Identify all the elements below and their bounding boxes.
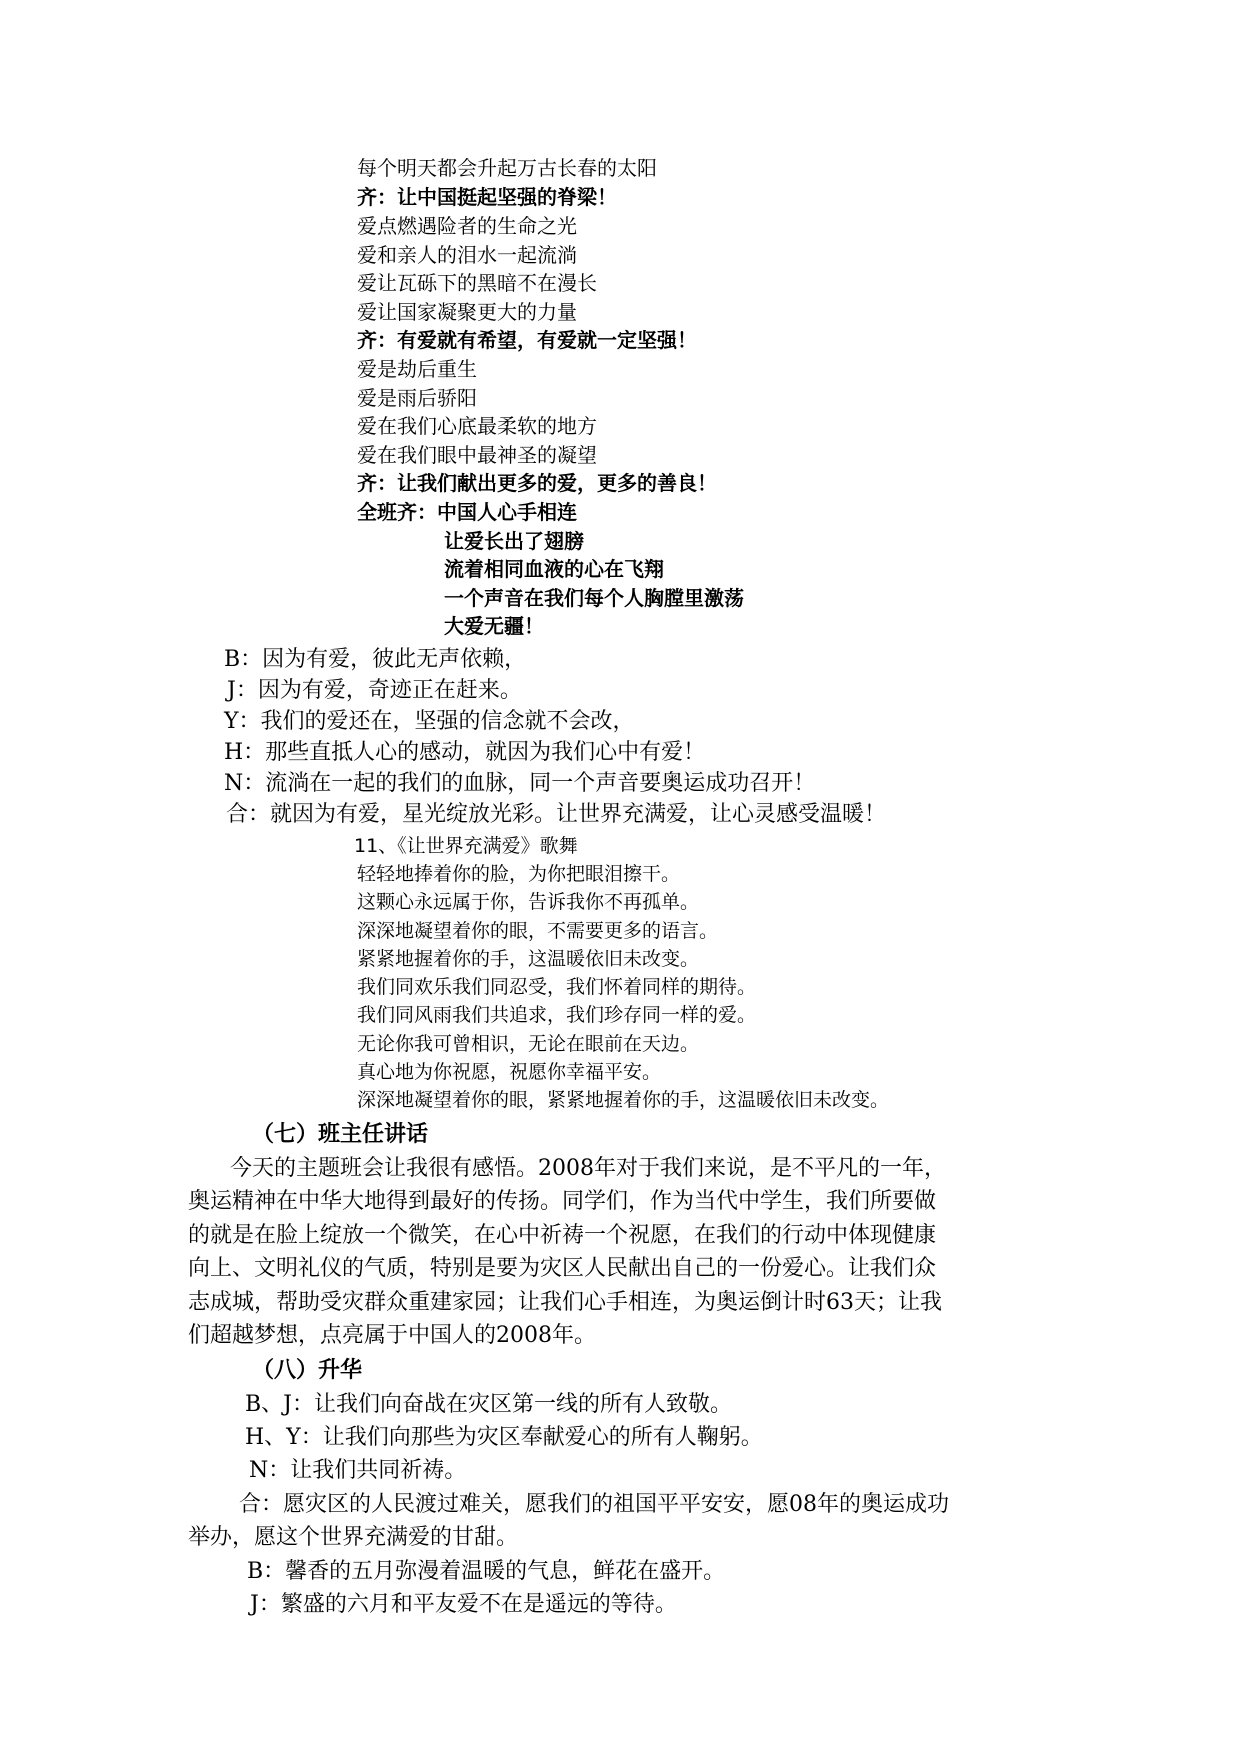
paragraph-line: 向上、文明礼仪的气质，特别是要为灾区人民献出自己的一份爱心。让我们众 [188, 1256, 937, 1281]
poem-line: 爱在我们眼中最神圣的凝望 [357, 443, 597, 467]
song-line: 无论你我可曾相识，无论在眼前在天边。 [357, 1033, 700, 1055]
paragraph-line: 奥运精神在中华大地得到最好的传扬。同学们，作为当代中学生，我们所要做 [188, 1189, 937, 1214]
poem-line: 爱让瓦砾下的黑暗不在漫长 [357, 271, 597, 295]
paragraph-line: 举办，愿这个世界充满爱的甘甜。 [188, 1525, 519, 1550]
poem-line: 流着相同血液的心在飞翔 [444, 557, 664, 581]
dialogue-line: 合：就因为有爱，星光绽放光彩。让世界充满爱，让心灵感受温暖！ [226, 802, 887, 827]
poem-line: 大爱无疆！ [444, 614, 544, 638]
poem-line: 每个明天都会升起万古长春的太阳 [357, 156, 657, 180]
poem-line: 爱点燃遇险者的生命之光 [357, 214, 577, 238]
poem-line: 爱让国家凝聚更大的力量 [357, 300, 577, 324]
paragraph-line: H、Y：让我们向那些为灾区奉献爱心的所有人鞠躬。 [245, 1425, 763, 1450]
poem-line: 爱是劫后重生 [357, 357, 477, 381]
poem-line: 齐：让中国挺起坚强的脊梁！ [357, 185, 617, 209]
paragraph-line: 今天的主题班会让我很有感悟。2008年对于我们来说，是不平凡的一年， [230, 1156, 946, 1181]
song-line: 紧紧地握着你的手，这温暖依旧未改变。 [357, 948, 700, 970]
poem-line: 爱在我们心底最柔软的地方 [357, 414, 597, 438]
poem-line: 一个声音在我们每个人胸膛里激荡 [444, 586, 744, 610]
song-line: 我们同风雨我们共追求，我们珍存同一样的爱。 [357, 1004, 757, 1026]
paragraph-line: J：繁盛的六月和平友爱不在是遥远的等待。 [250, 1592, 677, 1617]
paragraph-line: 志成城，帮助受灾群众重建家园；让我们心手相连，为奥运倒计时63天；让我 [188, 1290, 942, 1315]
section-heading: （八）升华 [252, 1358, 363, 1383]
dialogue-line: Y：我们的爱还在，坚强的信念就不会改， [224, 709, 635, 734]
section-heading: （七）班主任讲话 [252, 1122, 429, 1147]
dialogue-line: B：因为有爱，彼此无声依赖， [224, 647, 527, 672]
paragraph-line: 合：愿灾区的人民渡过难关，愿我们的祖国平平安安，愿08年的奥运成功 [239, 1492, 949, 1517]
dialogue-line: H：那些直抵人心的感动，就因为我们心中有爱！ [224, 740, 706, 765]
song-line: 这颗心永远属于你，告诉我你不再孤单。 [357, 891, 700, 913]
poem-line: 爱是雨后骄阳 [357, 386, 477, 410]
dialogue-line: J：因为有爱，奇迹正在赶来。 [227, 678, 522, 703]
song-line: 深深地凝望着你的眼，不需要更多的语言。 [357, 920, 719, 942]
song-line: 真心地为你祝愿，祝愿你幸福平安。 [357, 1061, 662, 1083]
song-line: 轻轻地捧着你的脸，为你把眼泪擦干。 [357, 863, 681, 885]
song-line: 我们同欢乐我们同忍受，我们怀着同样的期待。 [357, 976, 757, 998]
paragraph-line: N：让我们共同祈祷。 [249, 1458, 467, 1483]
dialogue-line: N：流淌在一起的我们的血脉，同一个声音要奥运成功召开！ [224, 771, 816, 796]
paragraph-line: 的就是在脸上绽放一个微笑，在心中祈祷一个祝愿，在我们的行动中体现健康 [188, 1223, 937, 1248]
paragraph-line: B、J：让我们向奋战在灾区第一线的所有人致敬。 [245, 1392, 732, 1417]
song-title: 11、《让世界充满爱》歌舞 [354, 835, 578, 857]
paragraph-line: 们超越梦想，点亮属于中国人的2008年。 [188, 1323, 596, 1348]
paragraph-line: B：馨香的五月弥漫着温暖的气息，鲜花在盛开。 [247, 1559, 726, 1584]
poem-line: 齐：有爱就有希望，有爱就一定坚强！ [357, 328, 697, 352]
poem-line: 全班齐：中国人心手相连 [357, 500, 577, 524]
song-line: 深深地凝望着你的眼，紧紧地握着你的手，这温暖依旧未改变。 [357, 1089, 890, 1111]
poem-line: 齐：让我们献出更多的爱，更多的善良！ [357, 471, 717, 495]
poem-line: 让爱长出了翅膀 [444, 529, 584, 553]
poem-line: 爱和亲人的泪水一起流淌 [357, 243, 577, 267]
